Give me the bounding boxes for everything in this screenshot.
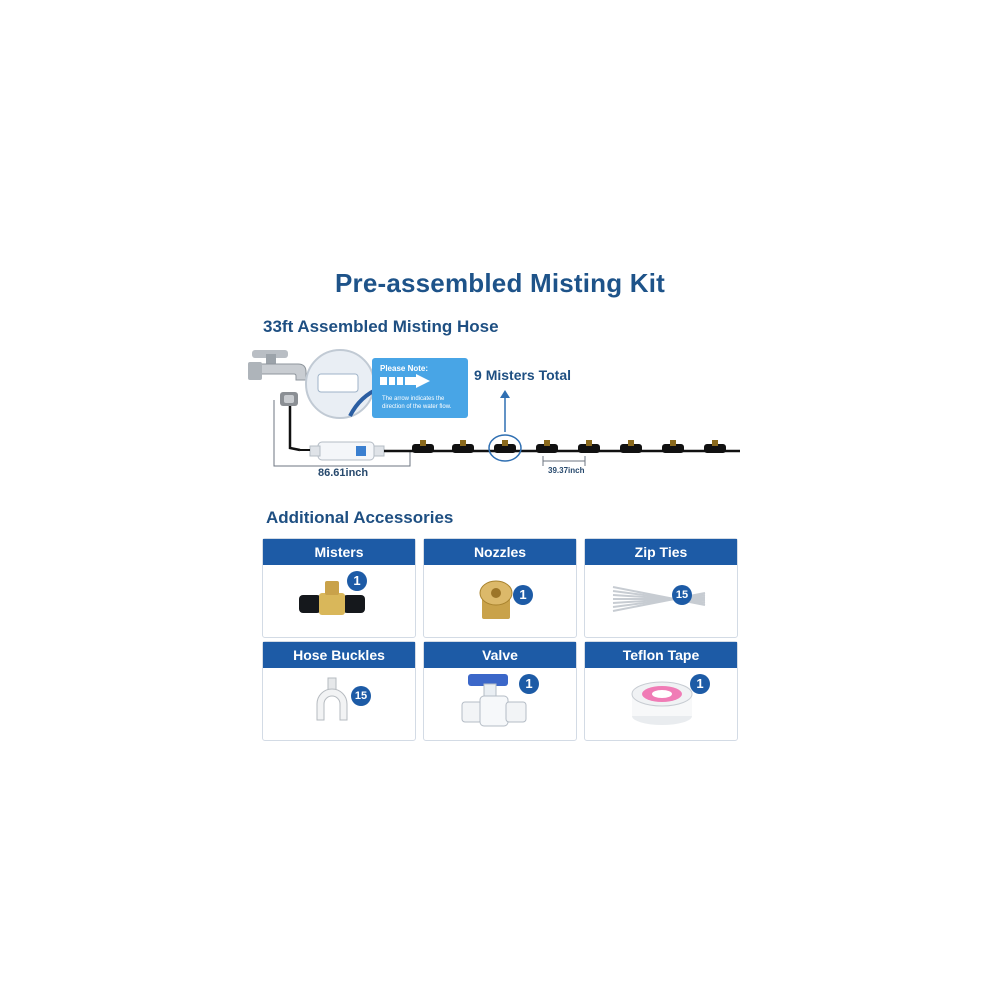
note-title: Please Note: bbox=[380, 364, 429, 373]
hose-length-label: 86.61inch bbox=[318, 467, 369, 479]
quantity-badge: 1 bbox=[347, 571, 367, 591]
misters-label: Misters Total bbox=[485, 367, 571, 383]
page-title: Pre-assembled Misting Kit bbox=[334, 268, 666, 298]
arrow-up-icon bbox=[500, 390, 510, 398]
accessory-card-zip-ties bbox=[584, 538, 738, 638]
teflon-tape-icon bbox=[629, 678, 695, 728]
accessory-card-nozzles bbox=[423, 538, 577, 638]
misters-count: 9 bbox=[474, 367, 482, 383]
note-text: The arrow indicates the direction of the water flow. bbox=[382, 396, 452, 410]
misters-total bbox=[474, 367, 571, 383]
accessory-card-valve bbox=[423, 641, 577, 741]
hose-connector-icon bbox=[280, 392, 298, 406]
quantity-badge: 1 bbox=[513, 585, 533, 605]
accessory-card-misters bbox=[262, 538, 416, 638]
spacing-label: 39.37inch bbox=[548, 466, 585, 475]
filter-icon bbox=[310, 442, 384, 460]
arrow-right-icon bbox=[380, 374, 430, 388]
hose-section-title: 33ft Assembled Misting Hose bbox=[263, 317, 499, 336]
card-label: Teflon Tape bbox=[585, 642, 737, 668]
card-label: Nozzles bbox=[424, 539, 576, 565]
card-label: Hose Buckles bbox=[263, 642, 415, 668]
quantity-badge: 15 bbox=[672, 585, 692, 605]
hose-buckle-icon bbox=[313, 676, 353, 724]
quantity-badge: 15 bbox=[351, 686, 371, 706]
card-label: Misters bbox=[263, 539, 415, 565]
quantity-badge: 1 bbox=[690, 674, 710, 694]
faucet-icon bbox=[248, 350, 306, 380]
card-label: Zip Ties bbox=[585, 539, 737, 565]
accessory-card-hose-buckles bbox=[262, 641, 416, 741]
quantity-badge: 1 bbox=[519, 674, 539, 694]
zip-ties-icon bbox=[609, 581, 709, 617]
brass-nozzle-icon bbox=[474, 575, 518, 623]
card-label: Valve bbox=[424, 642, 576, 668]
accessory-card-teflon-tape bbox=[584, 641, 738, 741]
accessories-title: Additional Accessories bbox=[266, 508, 454, 527]
magnifier-icon bbox=[306, 350, 380, 418]
water-flow-note bbox=[372, 358, 468, 418]
